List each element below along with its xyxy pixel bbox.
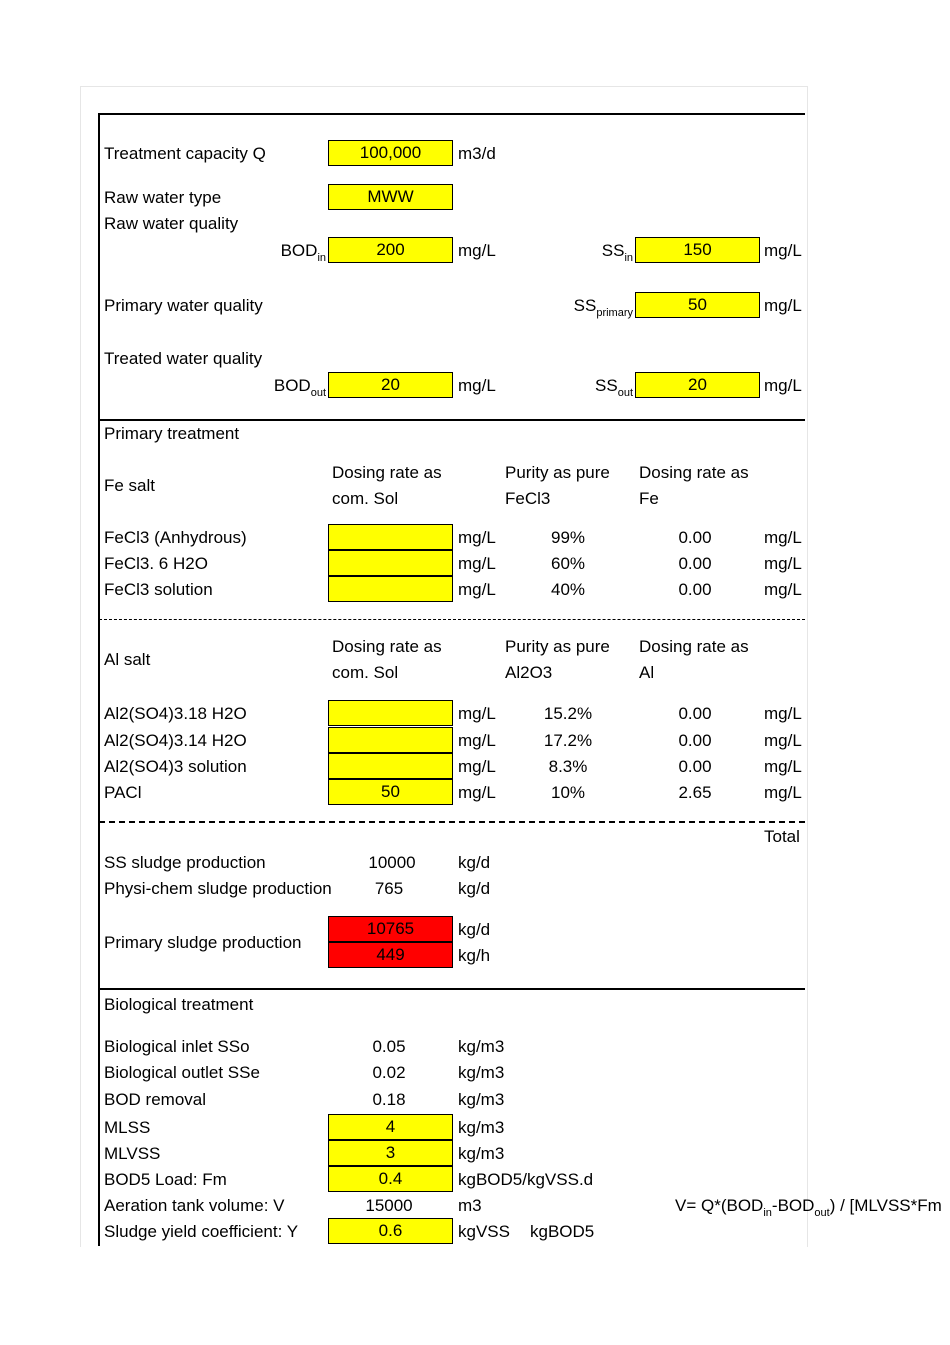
mlss-input[interactable]: 4: [328, 1114, 453, 1140]
al-row-3-purity: 10%: [550, 783, 586, 802]
fe-row-2-purity: 40%: [550, 580, 586, 599]
fe-salt-label: Fe salt: [104, 476, 156, 495]
al-row-3-unit2: mg/L: [764, 783, 802, 802]
fe-row-1-dose[interactable]: [328, 550, 453, 576]
bod-out-input[interactable]: 20: [328, 372, 453, 398]
al-row-2-name: Al2(SO4)3 solution: [104, 757, 247, 776]
bio-title: Biological treatment: [104, 995, 254, 1014]
fe-row-0-dose[interactable]: [328, 524, 453, 550]
al-row-0-dose[interactable]: [328, 700, 453, 726]
bio-row-2-label: BOD removal: [104, 1090, 207, 1109]
al-row-1-dose[interactable]: [328, 727, 453, 753]
al-row-1-purity: 17.2%: [543, 731, 593, 750]
al-row-2-unit: mg/L: [458, 757, 496, 776]
volume-label: Aeration tank volume: V: [104, 1196, 285, 1215]
yield-label: Sludge yield coefficient: Y: [104, 1222, 299, 1241]
fe-col3-a: Dosing rate as: [639, 463, 749, 482]
fe-row-1-purity: 60%: [550, 554, 586, 573]
ss-primary-label: $SS_{primary}$: [573, 296, 633, 319]
bod-out-unit: mg/L: [458, 376, 496, 395]
pc-sludge-unit: kg/d: [458, 879, 491, 898]
al-col1-b: com. Sol: [332, 663, 399, 682]
ss-sludge-label: SS sludge production: [104, 853, 266, 872]
al-row-0-unit: mg/L: [458, 704, 496, 723]
fm-unit: kgBOD5/kgVSS.d: [458, 1170, 594, 1189]
al-total-divider: [99, 821, 805, 823]
al-row-1-name: Al2(SO4)3.14 H2O: [104, 731, 247, 750]
al-col3-b: Al: [639, 663, 655, 682]
primary-sludge-hourly: 449: [328, 942, 453, 968]
mlvss-input[interactable]: 3: [328, 1140, 453, 1166]
capacity-unit: m3/d: [458, 144, 496, 163]
total-label: Total: [764, 827, 800, 846]
ss-out-label: $SS_{out}$: [595, 376, 633, 399]
ss-out-unit: mg/L: [764, 376, 802, 395]
bod-out-label: $BOD_{out}$: [273, 376, 326, 399]
al-row-2-unit2: mg/L: [764, 757, 802, 776]
raw-quality-label: Raw water quality: [104, 214, 239, 233]
raw-type-label: Raw water type: [104, 188, 222, 207]
fe-row-2-dose[interactable]: [328, 576, 453, 602]
bio-row-1-label: Biological outlet SSe: [104, 1063, 260, 1082]
fe-row-0-name: FeCl3 (Anhydrous): [104, 528, 247, 547]
fe-col1-b: com. Sol: [332, 489, 399, 508]
mlss-label: MLSS: [104, 1118, 151, 1137]
al-col1-a: Dosing rate as: [332, 637, 442, 656]
al-row-3-rate: 2.65: [678, 783, 712, 802]
al-row-2-dose[interactable]: [328, 753, 453, 779]
volume-formula: $V= Q*(BOD_{in}-BOD_{out})$ / [MLVSS*Fm: [675, 1196, 942, 1216]
al-row-3-unit: mg/L: [458, 783, 496, 802]
al-row-0-unit2: mg/L: [764, 704, 802, 723]
fe-col2-b: FeCl3: [505, 489, 551, 508]
bio-row-2-value: 0.18: [372, 1090, 406, 1109]
capacity-label: Treatment capacity Q: [104, 144, 266, 163]
bio-row-0-label: Biological inlet SSo: [104, 1037, 250, 1056]
al-col2-a: Purity as pure: [505, 637, 610, 656]
mlvss-unit: kg/m3: [458, 1144, 505, 1163]
ss-primary-unit: mg/L: [764, 296, 802, 315]
bio-row-1-value: 0.02: [372, 1063, 406, 1082]
al-salt-label: Al salt: [104, 650, 151, 669]
fe-al-divider: [99, 619, 805, 620]
al-col2-b: Al2O3: [505, 663, 553, 682]
fm-input[interactable]: 0.4: [328, 1166, 453, 1192]
yield-unit2: kgBOD5: [530, 1222, 595, 1241]
fe-col3-b: Fe: [639, 489, 659, 508]
section-divider-bio: [99, 988, 805, 990]
mlvss-label: MLVSS: [104, 1144, 161, 1163]
bod-in-unit: mg/L: [458, 241, 496, 260]
fe-row-0-unit: mg/L: [458, 528, 496, 547]
ss-in-unit: mg/L: [764, 241, 802, 260]
bod-in-label: $BOD_{in}$: [280, 241, 326, 264]
ss-in-label: $SS_{in}$: [601, 241, 633, 264]
volume-value: 15000: [365, 1196, 413, 1215]
yield-unit: kgVSS: [458, 1222, 510, 1241]
capacity-input[interactable]: 100,000: [328, 140, 453, 166]
bio-row-2-unit: kg/m3: [458, 1090, 505, 1109]
fe-row-2-name: FeCl3 solution: [104, 580, 213, 599]
al-row-0-name: Al2(SO4)3.18 H2O: [104, 704, 247, 723]
volume-unit: m3: [458, 1196, 482, 1215]
al-row-2-purity: 8.3%: [548, 757, 588, 776]
fe-row-1-name: FeCl3. 6 H2O: [104, 554, 208, 573]
pc-sludge-label: Physi-chem sludge production: [104, 879, 332, 898]
bio-row-0-value: 0.05: [372, 1037, 406, 1056]
top-border: [99, 113, 805, 115]
fe-col2-a: Purity as pure: [505, 463, 610, 482]
ss-in-input[interactable]: 150: [635, 237, 760, 263]
fe-row-1-rate: 0.00: [678, 554, 712, 573]
fe-row-2-unit: mg/L: [458, 580, 496, 599]
fe-row-1-unit: mg/L: [458, 554, 496, 573]
fe-row-0-rate: 0.00: [678, 528, 712, 547]
pc-sludge-value: 765: [374, 879, 404, 898]
yield-input[interactable]: 0.6: [328, 1218, 453, 1244]
ss-out-input[interactable]: 20: [635, 372, 760, 398]
section-divider-primary: [99, 419, 805, 421]
primary-sludge-daily-unit: kg/d: [458, 920, 491, 939]
al-row-1-rate: 0.00: [678, 731, 712, 750]
bod-in-input[interactable]: 200: [328, 237, 453, 263]
primary-quality-label: Primary water quality: [104, 296, 263, 315]
al-row-3-name: PACl: [104, 783, 142, 802]
al-row-0-purity: 15.2%: [543, 704, 593, 723]
al-col3-a: Dosing rate as: [639, 637, 749, 656]
bio-row-1-unit: kg/m3: [458, 1063, 505, 1082]
ss-sludge-value: 10000: [368, 853, 416, 872]
primary-sludge-label: Primary sludge production: [104, 933, 302, 952]
fe-row-2-rate: 0.00: [678, 580, 712, 599]
fe-row-0-unit2: mg/L: [764, 528, 802, 547]
primary-sludge-hourly-unit: kg/h: [458, 946, 491, 965]
fm-label: BOD5 Load: Fm: [104, 1170, 227, 1189]
al-row-3-dose[interactable]: 50: [328, 779, 453, 805]
primary-sludge-daily: 10765: [328, 916, 453, 942]
al-row-0-rate: 0.00: [678, 704, 712, 723]
primary-title: Primary treatment: [104, 424, 240, 443]
raw-type-input[interactable]: MWW: [328, 184, 453, 210]
fe-col1-a: Dosing rate as: [332, 463, 442, 482]
ss-primary-input[interactable]: 50: [635, 292, 760, 318]
al-row-1-unit2: mg/L: [764, 731, 802, 750]
al-row-1-unit: mg/L: [458, 731, 496, 750]
fe-row-2-unit2: mg/L: [764, 580, 802, 599]
mlss-unit: kg/m3: [458, 1118, 505, 1137]
fe-row-1-unit2: mg/L: [764, 554, 802, 573]
al-row-2-rate: 0.00: [678, 757, 712, 776]
bio-row-0-unit: kg/m3: [458, 1037, 505, 1056]
treated-quality-label: Treated water quality: [104, 349, 263, 368]
left-border: [98, 113, 100, 1246]
fe-row-0-purity: 99%: [550, 528, 586, 547]
ss-sludge-unit: kg/d: [458, 853, 491, 872]
